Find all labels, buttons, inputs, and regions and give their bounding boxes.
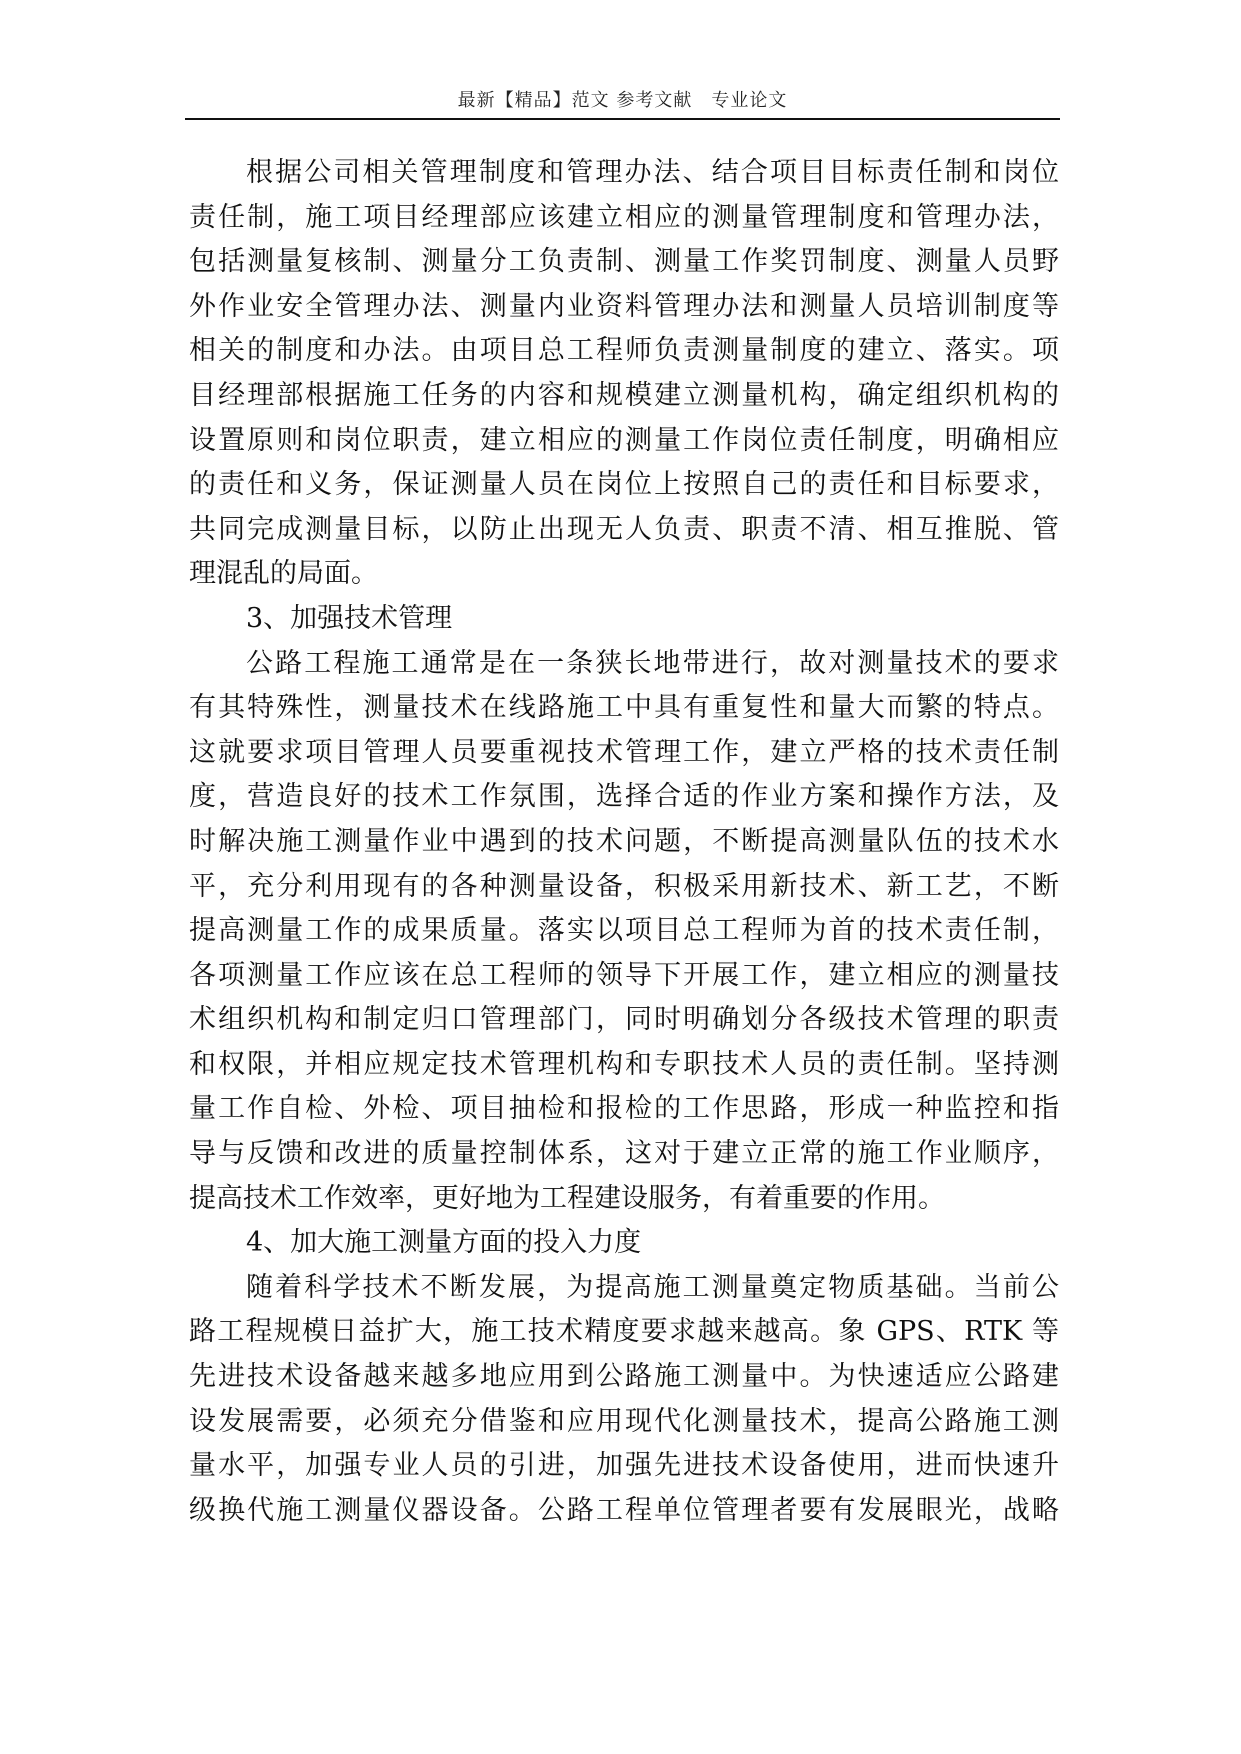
- text-line: 度，营造良好的技术工作氛围，选择合适的作业方案和操作方法，及: [189, 781, 1059, 813]
- text-line: 平，充分利用现有的各种测量设备，积极采用新技术、新工艺，不断: [189, 870, 1059, 902]
- section-heading: 3、加强技术管理: [246, 602, 453, 634]
- text-line: 术组织机构和制定归口管理部门，同时明确划分各级技术管理的职责: [189, 1004, 1059, 1036]
- text-line: 时解决施工测量作业中遇到的技术问题，不断提高测量队伍的技术水: [189, 825, 1059, 857]
- text-line: 量水平，加强专业人员的引进，加强先进技术设备使用，进而快速升: [189, 1450, 1059, 1482]
- text-line: 责任制，施工项目经理部应该建立相应的测量管理制度和管理办法，: [189, 201, 1059, 233]
- text-line: 随着科学技术不断发展，为提高施工测量奠定物质基础。当前公: [246, 1271, 1059, 1303]
- text-line: 的责任和义务，保证测量人员在岗位上按照自己的责任和目标要求，: [189, 469, 1059, 501]
- text-line: 和权限，并相应规定技术管理机构和专职技术人员的责任制。坚持测: [189, 1048, 1059, 1080]
- text-line: 共同完成测量目标，以防止出现无人负责、职责不清、相互推脱、管: [189, 513, 1059, 545]
- text-line: 这就要求项目管理人员要重视技术管理工作，建立严格的技术责任制: [189, 736, 1059, 768]
- text-line: 相关的制度和办法。由项目总工程师负责测量制度的建立、落实。项: [189, 335, 1059, 367]
- text-line: 级换代施工测量仪器设备。公路工程单位管理者要有发展眼光，战略: [189, 1494, 1059, 1526]
- text-line: 根据公司相关管理制度和管理办法、结合项目目标责任制和岗位: [246, 157, 1059, 188]
- text-line: 外作业安全管理办法、测量内业资料管理办法和测量人员培训制度等: [189, 290, 1059, 322]
- text-line: 导与反馈和改进的质量控制体系，这对于建立正常的施工作业顺序，: [189, 1138, 1059, 1170]
- text-line: 先进技术设备越来越多地应用到公路施工测量中。为快速适应公路建: [189, 1361, 1059, 1393]
- text-line: 公路工程施工通常是在一条狭长地带进行，故对测量技术的要求: [246, 647, 1059, 679]
- text-line: 设置原则和岗位职责，建立相应的测量工作岗位责任制度，明确相应: [189, 424, 1059, 456]
- text-line: 设发展需要，必须充分借鉴和应用现代化测量技术，提高公路施工测: [189, 1405, 1059, 1437]
- text-line: 包括测量复核制、测量分工负责制、测量工作奖罚制度、测量人员野: [189, 246, 1059, 278]
- section-heading: 4、加大施工测量方面的投入力度: [246, 1227, 642, 1259]
- text-line: 各项测量工作应该在总工程师的领导下开展工作，建立相应的测量技: [189, 959, 1059, 991]
- text-line: 提高测量工作的成果质量。落实以项目总工程师为首的技术责任制，: [189, 915, 1059, 947]
- text-line: 提高技术工作效率，更好地为工程建设服务，有着重要的作用。: [189, 1182, 945, 1214]
- text-line: 量工作自检、外检、项目抽检和报检的工作思路，形成一种监控和指: [189, 1093, 1059, 1125]
- text-line: 理混乱的局面。: [189, 558, 378, 590]
- page-header: [185, 84, 1060, 120]
- document-body: [189, 151, 1059, 1533]
- header-text: 最新【精品】范文 参考文献 专业论文: [457, 90, 788, 111]
- text-line: 有其特殊性，测量技术在线路施工中具有重复性和量大而繁的特点。: [189, 692, 1059, 724]
- text-line: 路工程规模日益扩大，施工技术精度要求越来越高。象 GPS、RTK 等: [189, 1316, 1059, 1348]
- text-line: 目经理部根据施工任务的内容和规模建立测量机构，确定组织机构的: [189, 379, 1059, 411]
